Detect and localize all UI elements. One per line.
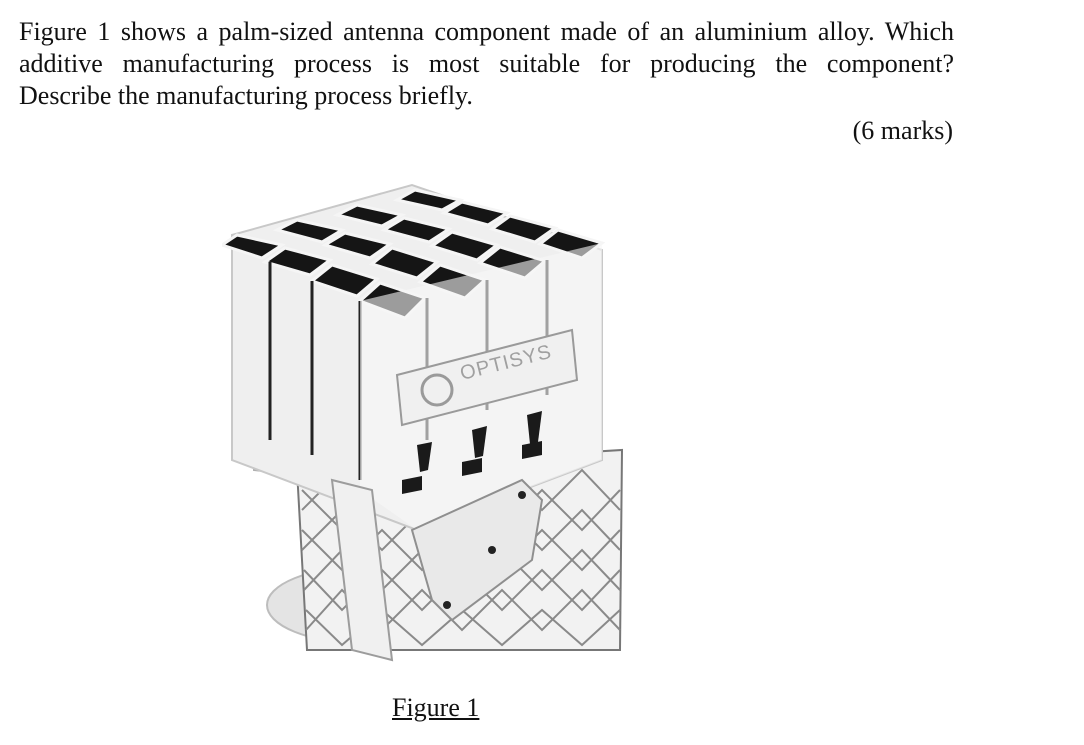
antenna-illustration	[222, 180, 642, 680]
question-line-3: Describe the manufacturing process briefly.	[19, 81, 473, 110]
question-line-2: additive manufacturing process is most suitable for producing the component?	[19, 49, 954, 78]
antenna-figure	[222, 180, 642, 680]
question-text	[19, 16, 954, 112]
figure-caption: Figure 1	[392, 693, 480, 722]
brand-text: OPTISYS	[457, 340, 555, 385]
question-line-1: Figure 1 shows a palm-sized antenna component made of an aluminium alloy. Which	[19, 17, 954, 46]
marks-label: (6 marks)	[852, 116, 953, 145]
